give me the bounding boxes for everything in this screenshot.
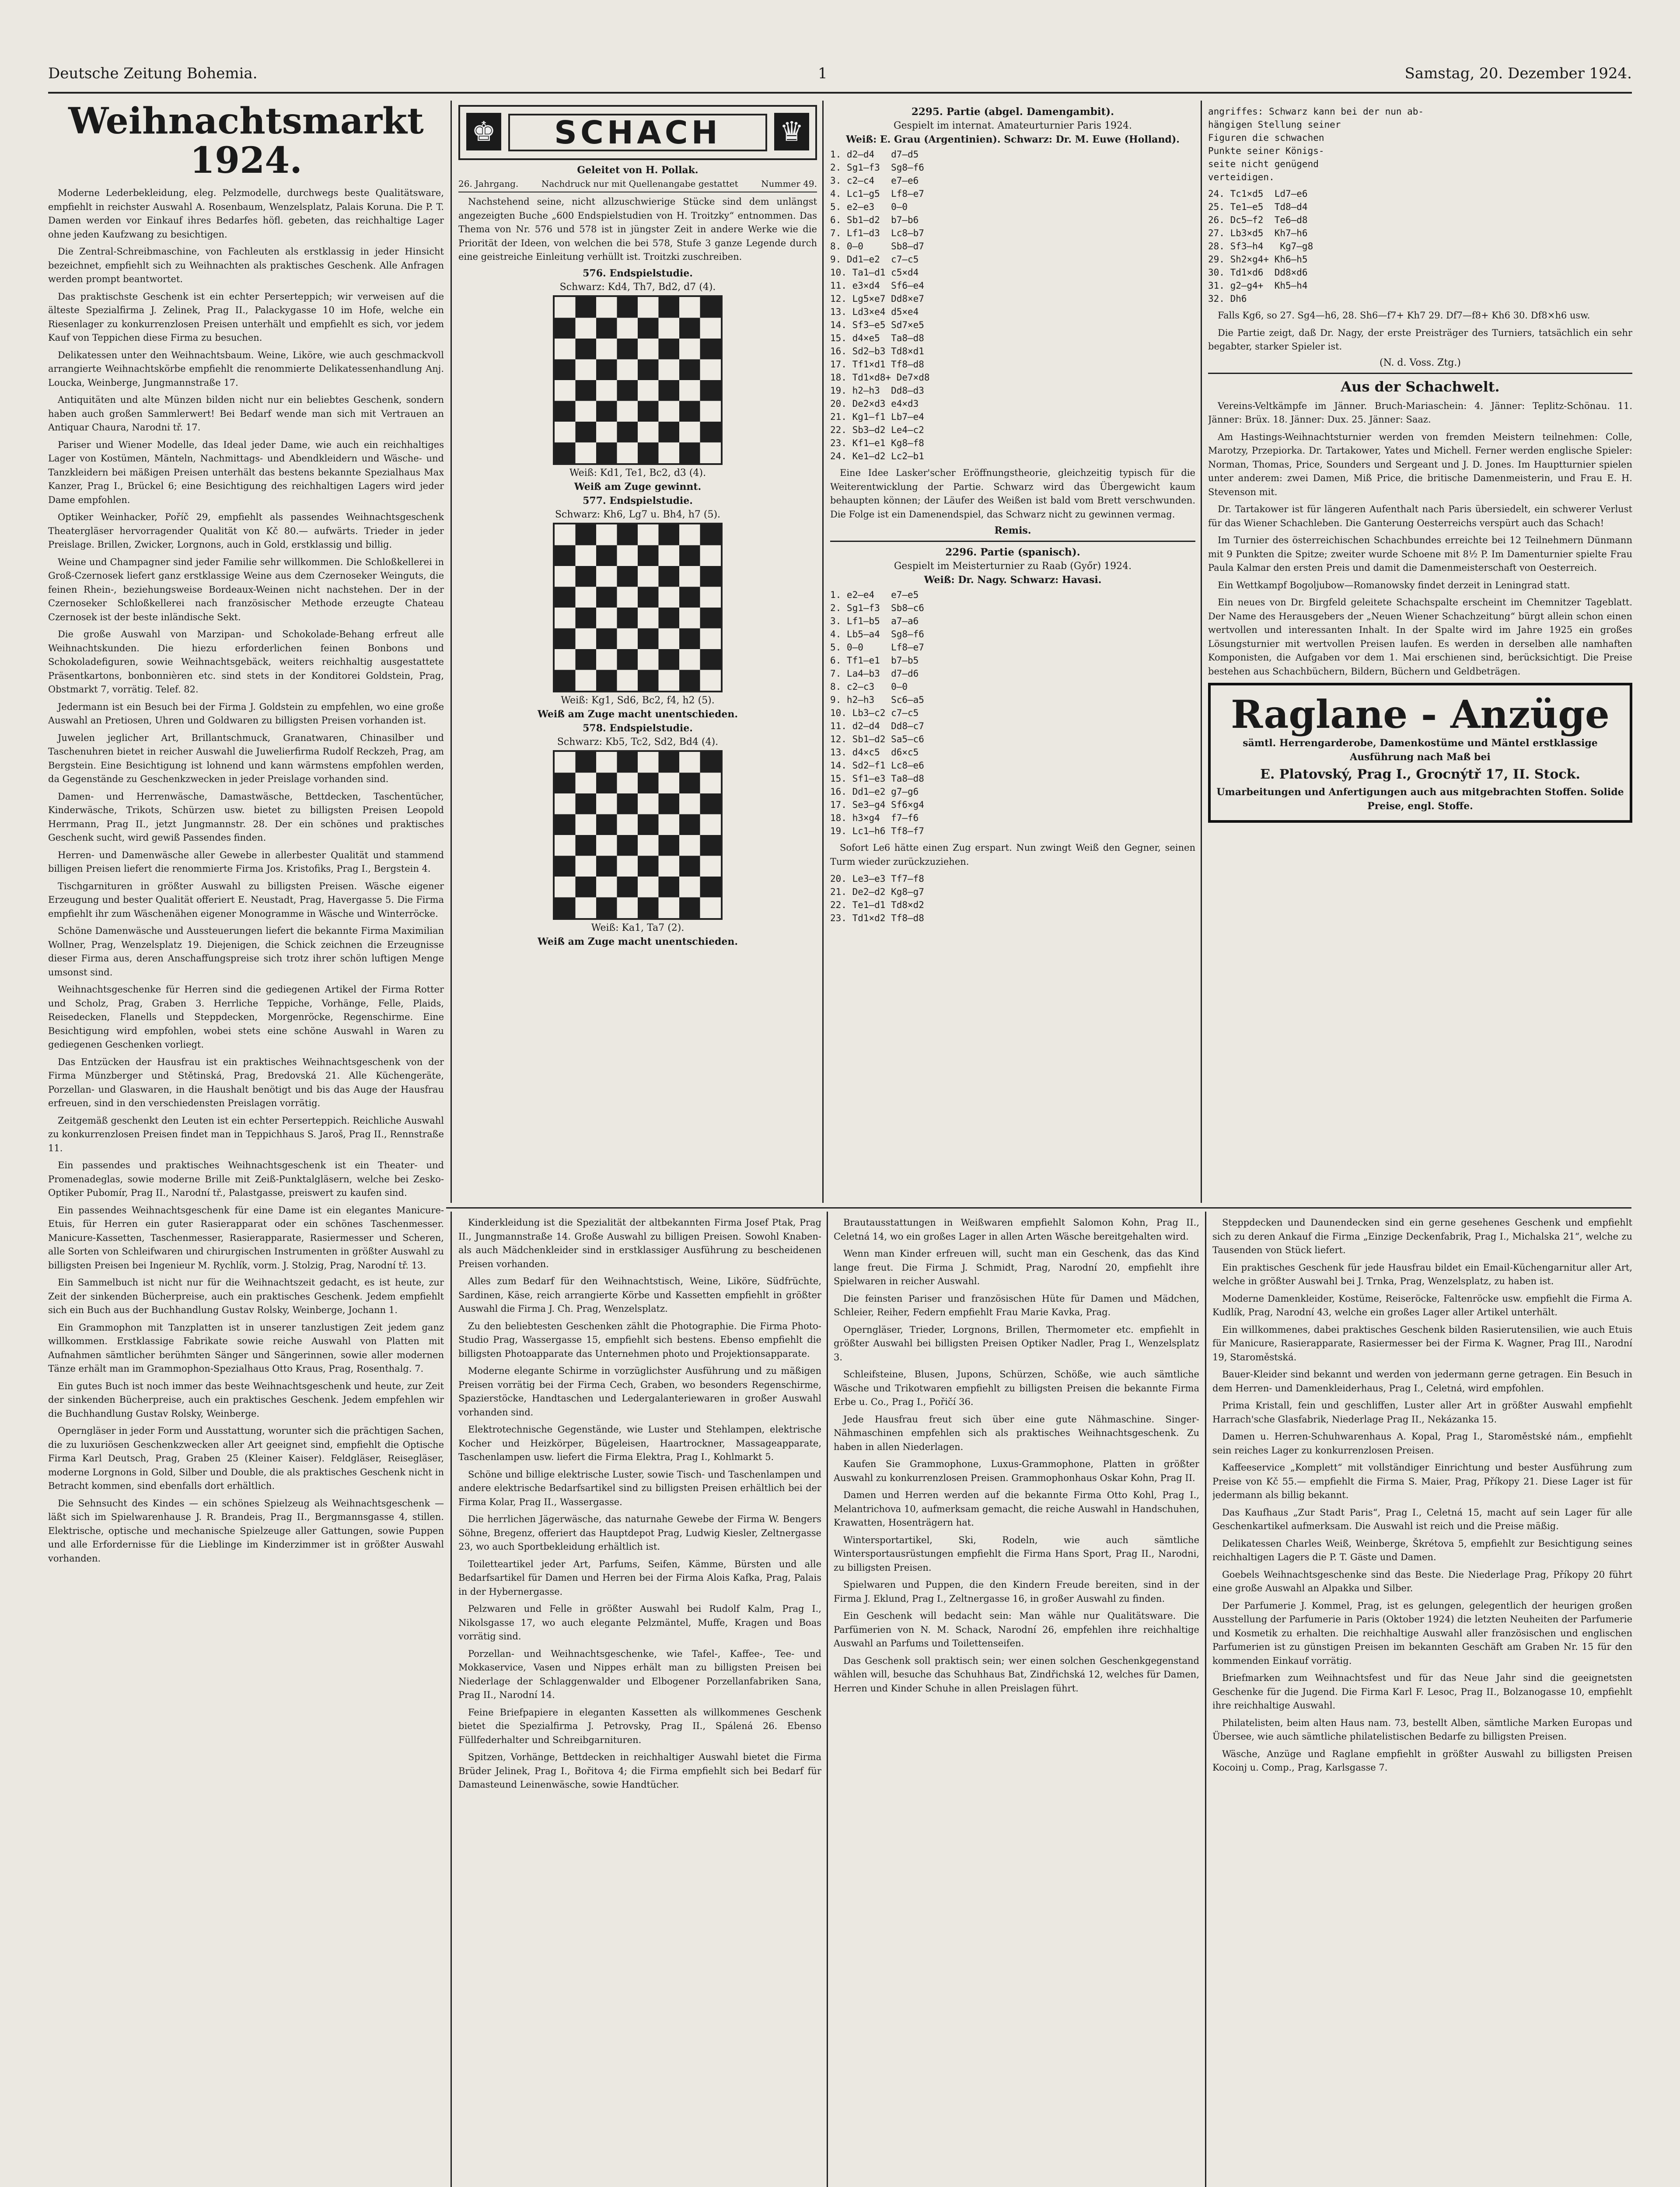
ad-paragraph: Goebels Weihnachtsgeschenke sind das Beste. Die Niederlage Prag, Příkopy 20 führt eine große Auswahl an Alpakka und Silber.	[1212, 1569, 1632, 1593]
ad-paragraph: Schöne und billige elektrische Luster, sowie Tisch- und Taschenlampen und andere elektrische Bedarfsartikel sind zu billigsten Preisen erhältlich bei der Firma Kolar, Prag II., Wassergasse.	[458, 1469, 821, 1507]
game-2296-players: Weiß: Dr. Nagy. Schwarz: Havasi.	[924, 574, 1102, 586]
ad-paragraph: Wäsche, Anzüge und Raglane empfiehlt in größter Auswahl zu billigsten Preisen Kocoinj u. Comp., Prag, Karlsgasse 7.	[1212, 1748, 1632, 1773]
chess-editor: Geleitet von H. Pollak.	[577, 164, 699, 176]
ad-paragraph: Wenn man Kinder erfreuen will, sucht man ein Geschenk, das das Kind lange freut. Die Firma J. Schmidt, Prag, Narodní 20, empfiehlt ihre Spielwaren in reicher Auswahl.	[834, 1248, 1199, 1286]
news-paragraph: Am Hastings-Weihnachtsturnier werden von fremden Meistern teilnehmen: Colle, Marotzy, Przepiorka. Dr. Tartakower, Yates und Michell. Ferner werden englische Spieler: Norman, Thomas, Price, Sounders und Sergeant und J. D. Jones. Im Hauptturnier spielen unter anderem: zwei Damen, Miß Price, die britische Damenmeisterin, und Frau E. H. Stevenson mit.	[1208, 431, 1632, 497]
ad-paragraph: Weihnachtsgeschenke für Herren sind die gediegenen Artikel der Firma Rotter und Scholz, Prag, Graben 3. Herrliche Teppiche, Vorhänge, Felle, Plaids, Reisedecken, Flanells und Steppdecken, Morgenröcke, Regenschirme. Eine Besichtigung wird empfohlen, wobei stets eine schöne Auswahl in Waren zu gediegenen Geschenken vorliegt.	[48, 984, 444, 1050]
game-2295-moves: 1. d2—d4 d7—d5 2. Sg1—f3 Sg8—f6 3. c2—c4 e7—e6 4. Lc1—g5 Lf8—e7 5. e2—e3 0—0 6. Sb1—d2 b7—b6 7. Lf1—d3 Lc8—b7 8. 0—0 Sb8—d7 9. Dd1—e2 c7—c5 10. Ta1—d1 c5×d4 11. e3×d4 Sf6—e4 12. Lg5×e7 Dd8×e7 13. Ld3×e4 d5×e4 14. Sf3—e5 Sd7×e5 15. d4×e5 Ta8—d8 16. Sd2—b3 Td8×d1 17. Tf1×d1 Tf8—d8 18. Td1×d8+ De7×d8 19. h2—h3 Dd8—d3 20. De2×d3 e4×d3 21. Kg1—f1 Lb7—e4 22. Sb3—d2 Le4—c2 23. Kf1—e1 Kg8—f8 24. Ke1—d2 Lc2—b1	[830, 149, 930, 461]
header-rule	[48, 92, 1632, 94]
column-rule	[822, 101, 824, 1203]
ad-paragraph: Bauer-Kleider sind bekannt und werden von jedermann gerne getragen. Ein Besuch in dem Herren- und Damenkleiderhaus, Prag I., Celetná, wird empfohlen.	[1212, 1369, 1632, 1394]
column-lower-far	[1212, 1216, 1632, 2187]
ad-paragraph: Jedermann ist ein Besuch bei der Firma J. Goldstein zu empfehlen, wo eine große Auswahl an Pretiosen, Uhren und Goldwaren zu billigsten Preisen vorhanden ist.	[48, 701, 444, 726]
ad-paragraph: Wintersportartikel, Ski, Rodeln, wie auch sämtliche Wintersportausrüstungen empfiehlt die Firma Hans Sport, Prag II., Narodni, zu billigsten Preisen.	[834, 1534, 1199, 1573]
ad-paragraph: Tischgarnituren in größter Auswahl zu billigsten Preisen. Wäsche eigener Erzeugung und bester Qualität offeriert E. Neustadt, Prag, Havergasse 5. Die Firma empfiehlt ihr zum Wäschenähen eigener Monogramme in Wäsche und Winterröcke.	[48, 880, 444, 919]
chess-title: SCHACH	[508, 114, 767, 151]
column-chess	[458, 105, 817, 1203]
ad-paragraph: Operngläser in jeder Form und Ausstattung, worunter sich die prächtigen Sachen, die zu luxuriösen Geschenkzwecken aller Art geeignet sind, empfiehlt die Optische Firma Karl Deutsch, Prag, Graben 25 (Kleiner Kaiser). Feldgläser, Reisegläser, moderne Lorgnons in Gold, Silber und Double, die als praktisches Geschenk nicht in Betracht kommen, sind ebenfalls dort erhältlich.	[48, 1425, 444, 1491]
news-rule	[1208, 373, 1632, 374]
game-2296-moves-cont: 20. Le3—e3 Tf7—f8 21. De2—d2 Kg8—g7 22. Te1—d1 Td8×d2 23. Td1×d2 Tf8—d8	[830, 873, 924, 923]
puzzle-578-head: 578. Endspielstudie.	[583, 722, 693, 734]
game-divider	[830, 541, 1195, 542]
chess-banner	[458, 105, 817, 160]
ad-paragraph: Damen u. Herren-Schuhwarenhaus A. Kopal, Prag I., Staroměstské nám., empfiehlt sein reiches Lager zu konkurrenzlosen Preisen.	[1212, 1431, 1632, 1456]
chess-number: Nummer 49.	[761, 178, 817, 189]
chess-board-576	[553, 295, 723, 465]
game-2296-sub: Gespielt im Meisterturnier zu Raab (Győr) 1924.	[894, 561, 1132, 572]
ad-paragraph: Das praktischste Geschenk ist ein echter Perserteppich; wir verweisen auf die älteste Spezialfirma J. Zelinek, Prag II., Palackygasse 10 im Hofe, welche ein Riesenlager zu konkurrenzlosen Preisen unterhält und empfiehlt es sich, vor jedem Kauf von Teppichen diese Firma zu besuchen.	[48, 291, 444, 343]
column-rule	[451, 1212, 452, 2187]
ad-paragraph: Die große Auswahl von Marzipan- und Schokolade-Behang erfreut alle Weihnachtskunden. Die hiezu erforderlichen feinen Bonbons und Schokoladefiguren, sowie Weihnachtsgebäck, weiters reichhaltig ausgestattete Präsentkartons, bonbonnièren etc. sind stets in der Konditorei Goldstein, Prag, Obstmarkt 7, vorrätig. Telef. 82.	[48, 629, 444, 695]
column-rule	[1201, 101, 1202, 1203]
puzzle-578-black: Schwarz: Kb5, Tc2, Sd2, Bd4 (4).	[557, 736, 719, 748]
news-paragraph: Vereins-Veltkämpfe im Jänner. Bruch-Mariaschein: 4. Jänner: Teplitz-Schönau. 11. Jänner: Brüx. 18. Jänner: Dux. 25. Jänner: Saaz.	[1208, 400, 1632, 425]
column-weihnachtsmarkt	[48, 101, 444, 2187]
article-title: Weihnachtsmarkt 1924.	[68, 101, 424, 182]
ad-paragraph: Die feinsten Pariser und französischen Hüte für Damen und Mädchen, Schleier, Reiher, Federn empfiehlt Frau Marie Kavka, Prag.	[834, 1293, 1199, 1317]
game-continuation-moves: 24. Tc1×d5 Ld7—e6 25. Te1—e5 Td8—d4 26. Dc5—f2 Te6—d8 27. Lb3×d5 Kh7—h6 28. Sf3—h4 Kg7—g8 29. Sh2×g4+ Kh6—h5 30. Td1×d6 Dd8×d6 31. g2—g4+ Kh5—h4 32. Dh6	[1208, 189, 1313, 304]
ad-paragraph: Das Kaufhaus „Zur Stadt Paris“, Prag I., Celetná 15, macht auf sein Lager für alle Geschenkartikel aufmerksam. Die Auswahl ist reich und die Preise mäßig.	[1212, 1507, 1632, 1531]
chess-intro: Nachstehend seine, nicht allzuschwierige Stücke sind dem unlängst angezeigten Buche „600 Endspielstudien von H. Troitzky“ entnommen. Das Thema von Nr. 576 und 578 ist in jüngster Zeit in andere Werke wie die Priorität der Ideen, von welchen die bei 578, Stufe 3 ganze Legende durch eine geistreiche Einleitung verhüllt ist. Troitzki zuschreiben.	[458, 196, 817, 262]
column-chess-news	[1208, 105, 1632, 1203]
ad-paragraph: Operngläser, Trieder, Lorgnons, Brillen, Thermometer etc. empfiehlt in größter Auswahl bei billigsten Preisen Optiker Nadler, Prag I., Wenzelsplatz 3.	[834, 1324, 1199, 1363]
ad-paragraph: Ein Sammelbuch ist nicht nur für die Weihnachtszeit gedacht, es ist heute, zur Zeit der sinkenden Bücherpreise, auch ein praktisches Geschenk. Jedem empfiehlt sich ein Buch aus der Buchhandlung Gustav Rolsky, Weinberge, Jochann 1.	[48, 1277, 444, 1315]
ad-paragraph: Jede Hausfrau freut sich über eine gute Nähmaschine. Singer-Nähmaschinen empfehlen sich als praktisches Weihnachtsgeschenk. Zu haben in allen Niederlagen.	[834, 1414, 1199, 1452]
ad-paragraph: Juwelen jeglicher Art, Brillantschmuck, Granatwaren, Chinasilber und Taschenuhren bietet in reicher Auswahl die Juwelierfirma Rudolf Reckzeh, Prag, am Bergstein. Eine Besichtigung ist lohnend und kann wärmstens empfohlen werden, da Gegenstände zu Geschenkzwecken in jeder Preislage vorhanden sind.	[48, 732, 444, 784]
ad-paragraph: Ein passendes und praktisches Weihnachtsgeschenk ist ein Theater- und Promenadeglas, sowie moderne Brille mit Zeiß-Punktalgläsern, welche bei Zesko-Optiker Pubomír, Prag II., Narodní tř., Palastgasse, preiswert zu kaufen sind.	[48, 1160, 444, 1198]
chess-volume: 26. Jahrgang.	[458, 178, 519, 189]
ad-paragraph: Moderne Damenkleider, Kostüme, Reiseröcke, Faltenröcke usw. empfiehlt die Firma A. Kudlík, Prag, Narodní 43, welche ein großes Lager aller Artikel unterhält.	[1212, 1293, 1632, 1317]
column-lower-mid	[458, 1216, 821, 2187]
puzzle-577-task: Weiß am Zuge macht unentschieden.	[538, 708, 738, 720]
chess-news-body	[1208, 399, 1632, 679]
ad-paragraph: Zu den beliebtesten Geschenken zählt die Photographie. Die Firma Photo-Studio Prag, Wassergasse 15, empfiehlt sich bestens. Ebenso empfiehlt die billigsten Photoapparate das Unternehmen photo und Projektionsapparate.	[458, 1321, 821, 1359]
ad-paragraph: Ein Geschenk will bedacht sein: Man wähle nur Qualitätsware. Die Parfümerien von N. M. Schack, Narodní 26, empfehlen ihre reichhaltige Auswahl an Parfums und Toilettenseifen.	[834, 1611, 1199, 1649]
chess-news-title: Aus der Schachwelt.	[1341, 378, 1500, 395]
game-2295-sub: Gespielt im internat. Amateurturnier Paris 1924.	[894, 120, 1132, 131]
ad-paragraph: Toiletteartikel jeder Art, Parfums, Seifen, Kämme, Bürsten und alle Bedarfsartikel für Damen und Herren bei der Firma Alois Kafka, Prag, Palais in der Hybernergasse.	[458, 1558, 821, 1597]
ad-paragraph: Porzellan- und Weihnachtsgeschenke, wie Tafel-, Kaffee-, Tee- und Mokkaservice, Vasen und Nippes erhält man zu billigsten Preisen bei Niederlage der Schlaggenwalder und Elbogener Porzellanfabriken Sana, Prag II., Narodní 14.	[458, 1648, 821, 1700]
chess-queen-icon: ♛	[774, 113, 809, 150]
header-date: Samstag, 20. Dezember 1924.	[1404, 65, 1632, 82]
ad-paragraph: Spielwaren und Puppen, die den Kindern Freude bereiten, sind in der Firma J. Eklund, Prag I., Zeltnergasse 16, in großer Auswahl zu finden.	[834, 1579, 1199, 1604]
lower-far-body	[1212, 1216, 1632, 1775]
page-header	[48, 65, 1632, 87]
raglane-ad	[1208, 683, 1632, 823]
ad-line-2: E. Platovský, Prag I., Grocnýtř 17, II. Stock.	[1260, 767, 1580, 782]
section-rule	[446, 1207, 1631, 1209]
chess-board-577	[553, 523, 723, 692]
ad-paragraph: Prima Kristall, fein und geschliffen, Luster aller Art in größter Auswahl empfiehlt Harrach'sche Glasfabrik, Niederlage Prag II., Nekázanka 15.	[1212, 1400, 1632, 1425]
lower-right-body	[834, 1216, 1199, 1695]
ad-paragraph: Pelzwaren und Felle in größter Auswahl bei Rudolf Kalm, Prag I., Nikolsgasse 17, wo auch elegante Pelzmäntel, Muffe, Kragen und Boas vorrätig sind.	[458, 1604, 821, 1642]
game-2295-note: Eine Idee Lasker'scher Eröffnungstheorie, gleichzeitig typisch für die Weiterentwicklung der Partie. Schwarz wird das Übergewicht kaum behaupten können; der Läufer des Weißen ist bald vom Brett verschwunden. Die Folge ist ein Damenendspiel, das Schwarz nicht zu gewinnen vermag.	[830, 468, 1195, 520]
game-2295-head: 2295. Partie (abgel. Damengambit).	[911, 106, 1114, 118]
ad-paragraph: Damen und Herren werden auf die bekannte Firma Otto Kohl, Prag I., Melantrichova 10, aufmerksam gemacht, die reiche Auswahl in Handschuhen, Krawatten, Hosenträgern hat.	[834, 1490, 1199, 1528]
ad-paragraph: Pariser und Wiener Modelle, das Ideal jeder Dame, wie auch ein reichhaltiges Lager von Kostümen, Mänteln, Nachmittags- und Abendkleidern und Wäsche- und Tanzkleidern bei mäßigen Preisen unterhält das bestens bekannte Spezialhaus Max Kanzer, Prag I., Brückel 6; eine Besichtigung des reichhaltigen Lagers wird jeder Dame empfohlen.	[48, 439, 444, 505]
ad-line-3: Umarbeitungen und Anfertigungen auch aus mitgebrachten Stoffen. Solide Preise, engl. Stoffe.	[1216, 786, 1624, 812]
puzzle-576-task: Weiß am Zuge gewinnt.	[574, 481, 702, 493]
puzzle-577-black: Schwarz: Kh6, Lg7 u. Bh4, h7 (5).	[555, 509, 721, 520]
column-rule	[451, 101, 452, 1203]
ad-paragraph: Damen- und Herrenwäsche, Damastwäsche, Bettdecken, Taschentücher, Kinderwäsche, Trikots, Schürzen usw. bietet zu billigsten Preisen Leopold Herrmann, Prag II., jetzt Jungmannstr. 28. Der ein schönes und praktisches Geschenk sucht, wird gewiß Passendes finden.	[48, 791, 444, 843]
news-paragraph: Ein Wettkampf Bogoljubow—Romanowsky findet derzeit in Leningrad statt.	[1218, 580, 1570, 590]
ad-paragraph: Spitzen, Vorhänge, Bettdecken in reichhaltiger Auswahl bietet die Firma Brüder Jelinek, Prag I., Bořitova 4; die Firma empfiehlt sich bei Bedarf für Damasteund Leinenwäsche, sowie Handtücher.	[458, 1752, 821, 1790]
puzzle-576-white: Weiß: Kd1, Te1, Bc2, d3 (4).	[569, 467, 706, 479]
ad-paragraph: Moderne elegante Schirme in vorzüglichster Ausführung und zu mäßigen Preisen vorrätig bei der Firma Cech, Graben, wo besonders Regenschirme, Spazierstöcke, Handtaschen und Ledergalanteriewaren in großer Auswahl vorhanden sind.	[458, 1366, 821, 1418]
column-rule	[1205, 1212, 1206, 2187]
chess-meta	[458, 178, 817, 189]
news-paragraph: Dr. Tartakower ist für längeren Aufenthalt nach Paris übersiedelt, ein schwerer Verlust für das Wiener Schachleben. Die Ganterung Oesterreichs verspürt auch das Schach!	[1208, 504, 1632, 528]
ad-paragraph: Die herrlichen Jägerwäsche, das naturnahe Gewebe der Firma W. Bengers Söhne, Bregenz, offeriert das Hauptdepot Prag, Ludwig Kiesler, Zeltnergasse 23, wo auch Sportbekleidung erhältlich ist.	[458, 1514, 821, 1552]
puzzle-576-black: Schwarz: Kd4, Th7, Bd2, d7 (4).	[559, 281, 716, 293]
puzzle-576-head: 576. Endspielstudie.	[583, 267, 693, 279]
ad-paragraph: Ein gutes Buch ist noch immer das beste Weihnachtsgeschenk und heute, zur Zeit der sinkenden Bücherpreise, auch ein praktisches Geschenk. Jedem empfehlen wir die Buchhandlung Gustav Rolsky, Weinberge.	[48, 1380, 444, 1419]
ad-paragraph: Ein passendes Weihnachtsgeschenk für eine Dame ist ein elegantes Manicure-Etuis, für Herren ein guter Rasierapparat oder ein schönes Taschenmesser. Manicure-Kassetten, Taschenmesser, Rasierapparate, Rasiermesser und Scheren, alle Sorten von Schleifwaren und chirurgischen Instrumenten in größter Auswahl zu billigsten Preisen bei Ingenieur M. Rychlík, vorm. J. Stolzig, Prag, Narodní tř. 13.	[48, 1205, 444, 1271]
ad-paragraph: Das Entzücken der Hausfrau ist ein praktisches Weihnachtsgeschenk von der Firma Münzberger und Stětinská, Prag, Bredovská 21. Alle Küchengeräte, Porzellan- und Glaswaren, in die Haushalt benötigt und bis das Auge der Hausfrau erfreuen, sind in den verschiedensten Preislagen vorrätig.	[48, 1056, 444, 1108]
ad-paragraph: Herren- und Damenwäsche aller Gewebe in allerbester Qualität und stammend billigen Preisen liefert die renommierte Firma Jos. Kristofiks, Prag I., Bergstein 4.	[48, 849, 444, 874]
ad-paragraph: Moderne Lederbekleidung, eleg. Pelzmodelle, durchwegs beste Qualitätsware, empfiehlt in reichster Auswahl A. Rosenbaum, Wenzelsplatz, Palais Koruna. Die P. T. Damen werden vor Einkauf ihres Bedarfes höfl. gebeten, das reichhaltige Lager ohne jeden Kaufzwang zu besichtigen.	[48, 188, 444, 240]
lower-mid-body	[458, 1216, 821, 1792]
column-chess-games	[830, 105, 1195, 1203]
ad-paragraph: Ein praktisches Geschenk für jede Hausfrau bildet ein Email-Küchengarnitur aller Art, welche in größter Auswahl bei J. Trnka, Prag, Wenzelsplatz, zu haben ist.	[1212, 1262, 1632, 1286]
game-2295-result: Remis.	[994, 525, 1031, 536]
ad-paragraph: Brautausstattungen in Weißwaren empfiehlt Salomon Kohn, Prag II., Celetná 14, wo ein großes Lager in allen Arten Wäsche bereitgehalten wird.	[834, 1217, 1199, 1242]
ad-paragraph: Schöne Damenwäsche und Aussteuerungen liefert die bekannte Firma Maximilian Wollner, Prag, Wenzelsplatz 19. Diejenigen, die Schick zeichnen die Erzeugnisse dieser Firma aus, deren Anschaffungspreise sich trotz ihrer schön luftigen Menge umsonst sind.	[48, 926, 444, 978]
article-body	[48, 186, 444, 1565]
game-variation-note: Falls Kg6, so 27. Sg4—h6, 28. Sh6—f7+ Kh7 29. Df7—f8+ Kh6 30. Df8×h6 usw.	[1218, 310, 1590, 321]
ad-paragraph: Antiquitäten und alte Münzen bilden nicht nur ein beliebtes Geschenk, sondern haben auch großen Sammlerwert! Bei Bedarf wende man sich mit Vertrauen an Antiquar Chaura, Narodni tř. 17.	[48, 395, 444, 433]
chess-copyright: Nachdruck nur mit Quellenangabe gestattet	[541, 178, 738, 189]
ad-paragraph: Philatelisten, beim alten Haus nam. 73, bestellt Alben, sämtliche Marken Europas und Übersee, wie auch sämtliche philatelistischen Bedarfe zu billigsten Preisen.	[1212, 1717, 1632, 1742]
header-paper-name: Deutsche Zeitung Bohemia.	[48, 65, 258, 82]
ad-paragraph: Briefmarken zum Weihnachtsfest und für das Neue Jahr sind die geeignetsten Geschenke für die Jugend. Die Firma Karl F. Lesoc, Prag II., Bolzanogasse 10, empfiehlt ihre reichhaltige Auswahl.	[1212, 1673, 1632, 1711]
ad-paragraph: Steppdecken und Daunendecken sind ein gerne gesehenes Geschenk und empfiehlt sich zu deren Ankauf die Firma „Einzige Deckenfabrik, Prag I., Michalska 21“, welche zu Tausenden von Stück liefert.	[1212, 1217, 1632, 1255]
game-continuation-text: angriffes: Schwarz kann bei der nun ab- hängigen Stellung seiner Figuren die schwachen Punkte seiner Königs- seite nicht genügend verteidigen.	[1208, 106, 1424, 182]
ad-title: Raglane - Anzüge	[1231, 692, 1610, 737]
ad-paragraph: Optiker Weinhacker, Poříč 29, empfiehlt als passendes Weihnachtsgeschenk Theatergläser hervorragender Qualität von Kč 80.— aufwärts. Trieder in jeder Preislage. Brillen, Zwicker, Lorgnons, auch in Gold, erstklassig und billig.	[48, 512, 444, 550]
ad-paragraph: Delikatessen Charles Weiß, Weinberge, Škrétova 5, empfiehlt zur Besichtigung seines reichhaltigen Lagers die P. T. Gäste und Damen.	[1212, 1538, 1632, 1562]
ad-paragraph: Ein Grammophon mit Tanzplatten ist in unserer tanzlustigen Zeit jedem ganz willkommen. Erstklassige Fabrikate sowie reiche Auswahl von Platten mit Aufnahmen sämtlicher berühmten Sänger und Sängerinnen, sowie aller modernen Tänze erhält man im Grammophon-Spezialhaus Otto Kraus, Prag, Rosenthalg. 7.	[48, 1322, 444, 1374]
game-2296-head: 2296. Partie (spanisch).	[945, 546, 1080, 558]
chess-king-icon: ♚	[466, 113, 501, 150]
ad-paragraph: Feine Briefpapiere in eleganten Kassetten als willkommenes Geschenk bietet die Spezialfirma J. Petrovsky, Prag II., Spálená 26. Ebenso Füllfederhalter und Schreibgarnituren.	[458, 1707, 821, 1745]
ad-paragraph: Das Geschenk soll praktisch sein; wer einen solchen Geschenkgegenstand wählen will, besuche das Schuhhaus Bat, Zindřichská 12, welches für Damen, Herren und Kinder Schuhe in allen Preislagen führt.	[834, 1655, 1199, 1694]
news-paragraph: Im Turnier des österreichischen Schachbundes erreichte bei 12 Teilnehmern Dünmann mit 9 Punkten die Spitze; zweiter wurde Schoene mit 8½ P. Im Damenturnier spielte Frau Paula Kalmar den ersten Preis und damit die Damenmeisterschaft von Oesterreich.	[1208, 535, 1632, 573]
puzzle-578-task: Weiß am Zuge macht unentschieden.	[538, 936, 738, 947]
ad-paragraph: Kinderkleidung ist die Spezialität der altbekannten Firma Josef Ptak, Prag II., Jungmannstraße 14. Große Auswahl zu billigen Preisen. Sowohl Knaben- als auch Mädchenkleider sind in erstklassiger Ausführung zu bescheidenen Preisen vorhanden.	[458, 1217, 821, 1269]
ad-paragraph: Die Sehnsucht des Kindes — ein schönes Spielzeug als Weihnachtsgeschenk — läßt sich im Spielwarenhause J. R. Brandeis, Prag II., Bergmannsgasse 4, stillen. Elektrische, optische und mechanische Spielzeuge aller Gattungen, sowie Puppen und alle Erfordernisse für die Lieblinge im Kinderzimmer ist in größter Auswahl vorhanden.	[48, 1498, 444, 1564]
ad-paragraph: Zeitgemäß geschenkt den Leuten ist ein echter Perserteppich. Reichliche Auswahl zu konkurrenzlosen Preisen findet man in Teppichhaus S. Jaroš, Prag II., Rennstraße 11.	[48, 1115, 444, 1153]
column-rule	[827, 1212, 828, 2187]
game-2296-moves: 1. e2—e4 e7—e5 2. Sg1—f3 Sb8—c6 3. Lf1—b5 a7—a6 4. Lb5—a4 Sg8—f6 5. 0—0 Lf8—e7 6. Tf1—e1 b7—b5 7. La4—b3 d7—d6 8. c2—c3 0—0 9. h2—h3 Sc6—a5 10. Lb3—c2 c7—c5 11. d2—d4 Dd8—c7 12. Sb1—d2 Sa5—c6 13. d4×c5 d6×c5 14. Sd2—f1 Lc8—e6 15. Sf1—e3 Ta8—d8 16. Dd1—e2 g7—g6 17. Se3—g4 Sf6×g4 18. h3×g4 f7—f6 19. Lc1—h6 Tf8—f7	[830, 590, 924, 836]
game-2295-players: Weiß: E. Grau (Argentinien). Schwarz: Dr. M. Euwe (Holland).	[846, 134, 1180, 145]
puzzle-577-white: Weiß: Kg1, Sd6, Bc2, f4, h2 (5).	[561, 695, 715, 706]
puzzle-578-white: Weiß: Ka1, Ta7 (2).	[591, 922, 685, 933]
ad-paragraph: Kaufen Sie Grammophone, Luxus-Grammophone, Platten in größter Auswahl zu konkurrenzlosen Preisen. Grammophonhaus Oskar Kohn, Prag II.	[834, 1459, 1199, 1483]
ad-paragraph: Die Zentral-Schreibmaschine, von Fachleuten als erstklassig in jeder Hinsicht bezeichnet, empfiehlt sich zu Weihnachten als praktisches Geschenk. Alle Anfragen werden prompt beantwortet.	[48, 246, 444, 284]
puzzle-577-head: 577. Endspielstudie.	[583, 495, 693, 507]
column-lower-right	[834, 1216, 1199, 2187]
ad-paragraph: Weine und Champagner sind jeder Familie sehr willkommen. Die Schloßkellerei in Groß-Czernosek liefert ganz erstklassige Weine aus dem Czernoseker Weinguts, die feinen Rhein-, beziehungsweise Bordeaux-Weinen nicht nachstehen. Der in der Czernoseker Schloßkellerei nach französischer Methode erzeugte Chateau Czernosek ist der beste inländische Sekt.	[48, 556, 444, 622]
ad-line-1: sämtl. Herrengarderobe, Damenkostüme und Mäntel erstklassige Ausführung nach Maß bei	[1243, 737, 1598, 763]
header-page-number: 1	[818, 65, 828, 82]
game-2296-note: Sofort Le6 hätte einen Zug erspart. Nun zwingt Weiß den Gegner, seinen Turm wieder zurückzuziehen.	[830, 842, 1195, 867]
ad-paragraph: Der Parfumerie J. Kommel, Prag, ist es gelungen, gelegentlich der heurigen großen Ausstellung der Parfumerie in Paris (Oktober 1924) die letzten Neuheiten der Parfumerie und Kosmetik zu erhalten. Die reichhaltige Auswahl aller französischen und englischen Parfumerien ist zu günstigen Preisen im bekannten Geschäft am Graben Nr. 15 für den kommenden Einkauf vorrätig.	[1212, 1600, 1632, 1666]
game-source: (N. d. Voss. Ztg.)	[1380, 357, 1461, 368]
news-paragraph: Ein neues von Dr. Birgfeld geleitete Schachspalte erscheint im Chemnitzer Tageblatt. Der Name des Herausgebers der „Neuen Wiener Schachzeitung“ bürgt allein schon einen wertvollen und interessanten Inhalt. In der Spalte wird im Jahre 1925 ein großes Lösungsturnier mit wertvollen Preisen laufen. Es werden in derselben alle namhaften Komponisten, die Aufgaben vor dem 1. Mai erschienen sind, berücksichtigt. Die Preise bestehen aus Schachbüchern, Bildern, Büchern und Geldbeträgen.	[1208, 597, 1632, 677]
ad-paragraph: Ein willkommenes, dabei praktisches Geschenk bilden Rasierutensilien, wie auch Etuis für Manicure, Rasierapparate, Rasiermesser bei der Firma K. Wagner, Prag III., Narodní 19, Staroměstská.	[1212, 1324, 1632, 1363]
game-conclusion: Die Partie zeigt, daß Dr. Nagy, der erste Preisträger des Turniers, tatsächlich ein sehr begabter, starker Spieler ist.	[1208, 327, 1632, 352]
ad-paragraph: Delikatessen unter den Weihnachtsbaum. Weine, Liköre, wie auch geschmackvoll arrangierte Weihnachtskörbe empfiehlt die renommierte Delikatessenhandlung Anj. Loucka, Weinberge, Jungmannstraße 17.	[48, 349, 444, 388]
ad-paragraph: Elektrotechnische Gegenstände, wie Luster und Stehlampen, elektrische Kocher und Heizkörper, Bügeleisen, Haartrockner, Massageapparate, Taschenlampen usw. liefert die Firma Elektra, Prag I., Kohlmarkt 5.	[458, 1424, 821, 1462]
ad-paragraph: Schleifsteine, Blusen, Jupons, Schürzen, Schöße, wie auch sämtliche Wäsche und Trikotwaren empfiehlt zu billigsten Preisen die bekannte Firma Erbe u. Co., Prag I., Pořičí 36.	[834, 1369, 1199, 1407]
ad-paragraph: Alles zum Bedarf für den Weihnachtstisch, Weine, Liköre, Südfrüchte, Sardinen, Käse, reich arrangierte Körbe und Kassetten empfiehlt in größter Auswahl die Firma J. Ch. Prag, Wenzelsplatz.	[458, 1276, 821, 1314]
ad-paragraph: Kaffeeservice „Komplett“ mit vollständiger Einrichtung und bester Ausführung zum Preise von Kč 55.— empfiehlt die Firma S. Maier, Prag, Příkopy 21. Diese Lager ist für jedermann als billig bekannt.	[1212, 1462, 1632, 1500]
chess-board-578	[553, 750, 723, 920]
